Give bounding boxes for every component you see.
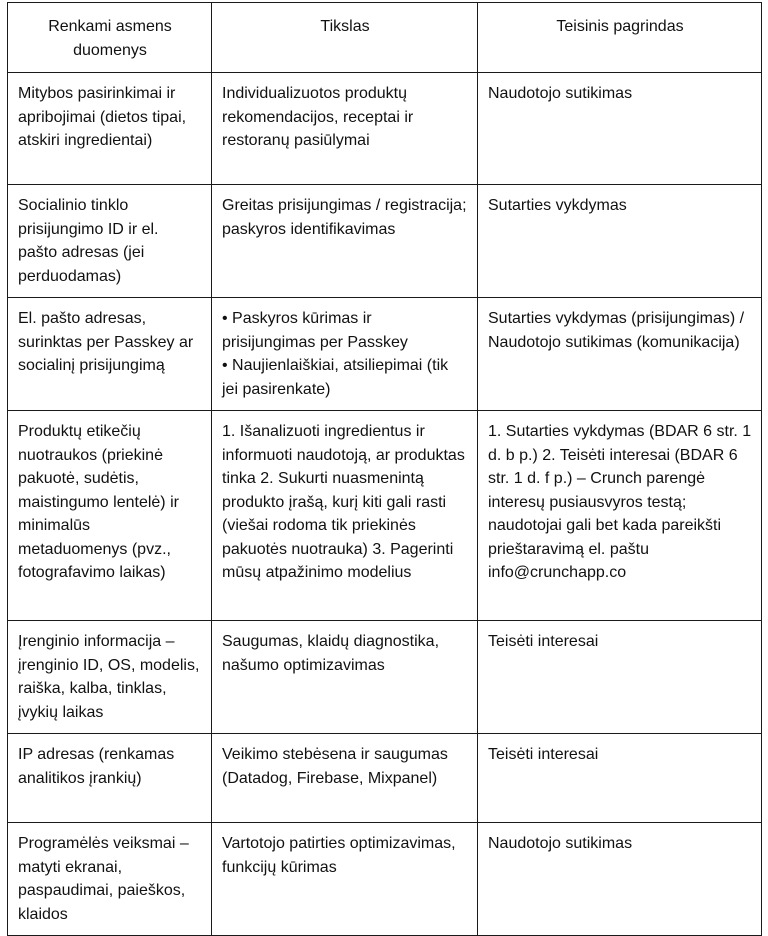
cell-collected-data: Įrenginio informacija – įrenginio ID, OS, modelis, raiška, kalba, tinklas, įvykių laikas — [8, 621, 212, 734]
cell-collected-data: Socialinio tinklo prisijungimo ID ir el. pašto adresas (jei perduodamas) — [8, 185, 212, 298]
cell-legal-basis: Sutarties vykdymas — [478, 185, 762, 298]
bullet-item: • Naujienlaiškiai, atsiliepimai (tik jei pasirenkate) — [222, 357, 449, 398]
table-row — [8, 823, 762, 936]
table-row — [8, 411, 762, 621]
header-legal-basis: Teisinis pagrindas — [478, 3, 762, 73]
cell-legal-basis: 1. Sutarties vykdymas (BDAR 6 str. 1 d. b p.) 2. Teisėti interesai (BDAR 6 str. 1 d. f p.) – Crunch parengė interesų pusiausvyros testą; naudotojai gali bet kada pareikšti prieštaravimą el. paštu info@crunchapp.co — [478, 411, 762, 621]
bullet-item: • Paskyros kūrimas ir prisijungimas per Passkey — [222, 310, 408, 351]
cell-purpose: Individualizuotos produktų rekomendacijos, receptai ir restoranų pasiūlymai — [212, 73, 478, 185]
table-row — [8, 298, 762, 411]
cell-legal-basis: Teisėti interesai — [478, 621, 762, 734]
cell-collected-data: Produktų etikečių nuotraukos (priekinė pakuotė, sudėtis, maistingumo lentelė) ir minimalūs metaduomenys (pvz., fotografavimo laikas) — [8, 411, 212, 621]
cell-collected-data: IP adresas (renkamas analitikos įrankių) — [8, 734, 212, 823]
cell-collected-data: Mitybos pasirinkimai ir apribojimai (dietos tipai, atskiri ingredientai) — [8, 73, 212, 185]
table-header-row — [8, 3, 762, 73]
cell-collected-data: Programėlės veiksmai – matyti ekranai, paspaudimai, paieškos, klaidos — [8, 823, 212, 936]
header-collected-data: Renkami asmens duomenys — [8, 3, 212, 73]
cell-legal-basis: Sutarties vykdymas (prisijungimas) / Naudotojo sutikimas (komunikacija) — [478, 298, 762, 411]
personal-data-table — [7, 2, 762, 936]
table-row — [8, 621, 762, 734]
cell-legal-basis: Naudotojo sutikimas — [478, 73, 762, 185]
table-row — [8, 734, 762, 823]
cell-collected-data: El. pašto adresas, surinktas per Passkey ar socialinį prisijungimą — [8, 298, 212, 411]
cell-purpose: Greitas prisijungimas / registracija; paskyros identifikavimas — [212, 185, 478, 298]
table-row — [8, 185, 762, 298]
cell-purpose: 1. Išanalizuoti ingredientus ir informuoti naudotoją, ar produktas tinka 2. Sukurti nuasmenintą produkto įrašą, kurį kiti gali rasti (viešai rodoma tik priekinės pakuotės nuotrauka) 3. Pagerinti mūsų atpažinimo modelius — [212, 411, 478, 621]
table-row — [8, 73, 762, 185]
cell-purpose: Veikimo stebėsena ir saugumas (Datadog, Firebase, Mixpanel) — [212, 734, 478, 823]
cell-purpose: Vartotojo patirties optimizavimas, funkcijų kūrimas — [212, 823, 478, 936]
cell-legal-basis: Teisėti interesai — [478, 734, 762, 823]
header-purpose: Tikslas — [212, 3, 478, 73]
cell-purpose: Saugumas, klaidų diagnostika, našumo optimizavimas — [212, 621, 478, 734]
cell-legal-basis: Naudotojo sutikimas — [478, 823, 762, 936]
cell-purpose — [212, 298, 478, 411]
